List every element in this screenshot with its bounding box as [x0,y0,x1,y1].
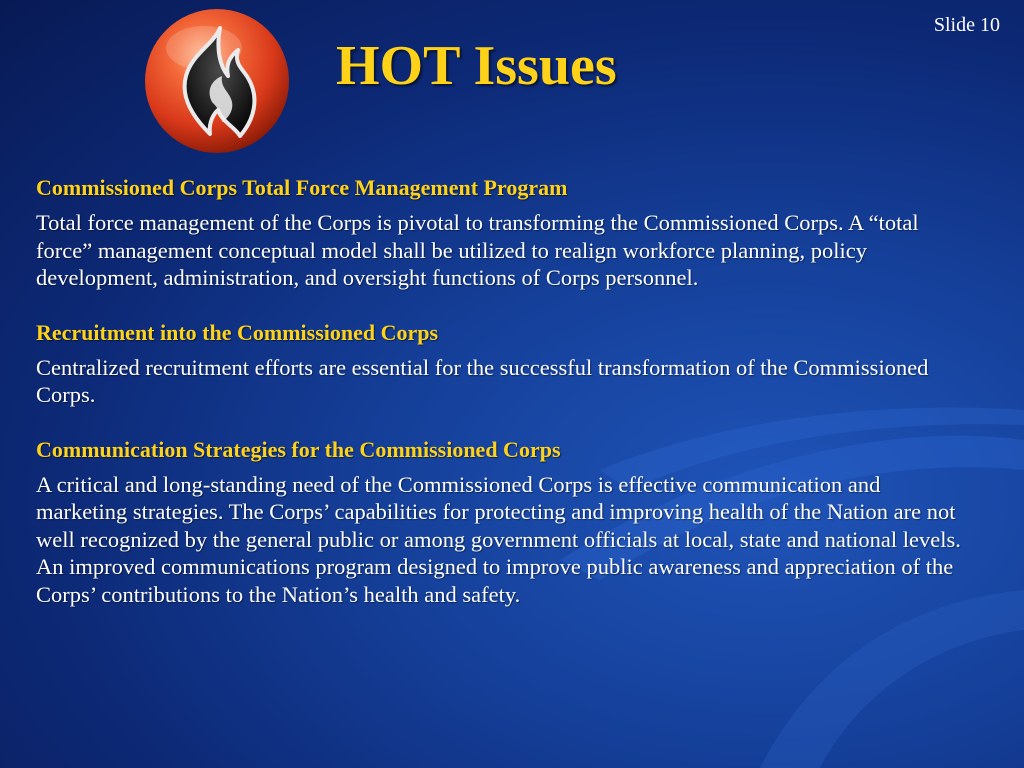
section-body: Centralized recruitment efforts are essential for the successful transformation of the Commissioned Corps. [36,354,929,407]
section-body: A critical and long-standing need of the Commissioned Corps is effective communication and marketing strategies. The Corps’ capabilities for protecting and improving health of the Nation are not well recognized by the general public or among government officials at local, state and national levels. An improved communications program designed to improve public awareness and appreciation of the Corps’ contributions to the Nation’s health and safety. [36,471,961,607]
section-total-force [36,174,976,292]
section-recruitment [36,319,976,409]
section-body: Total force management of the Corps is pivotal to transforming the Commissioned Corps. A “total force” management conceptual model shall be utilized to realign workforce planning, policy development, administration, and oversight functions of Corps personnel. [36,210,919,290]
section-heading: Communication Strategies for the Commissioned Corps [36,436,561,462]
section-heading: Recruitment into the Commissioned Corps [36,319,439,345]
section-communication [36,436,976,609]
section-heading: Commissioned Corps Total Force Management Program [36,175,568,200]
slide-content [36,174,976,635]
slide-title: HOT Issues [336,35,617,97]
flame-emblem-icon [142,6,292,156]
slide-number: Slide 10 [933,14,1000,36]
